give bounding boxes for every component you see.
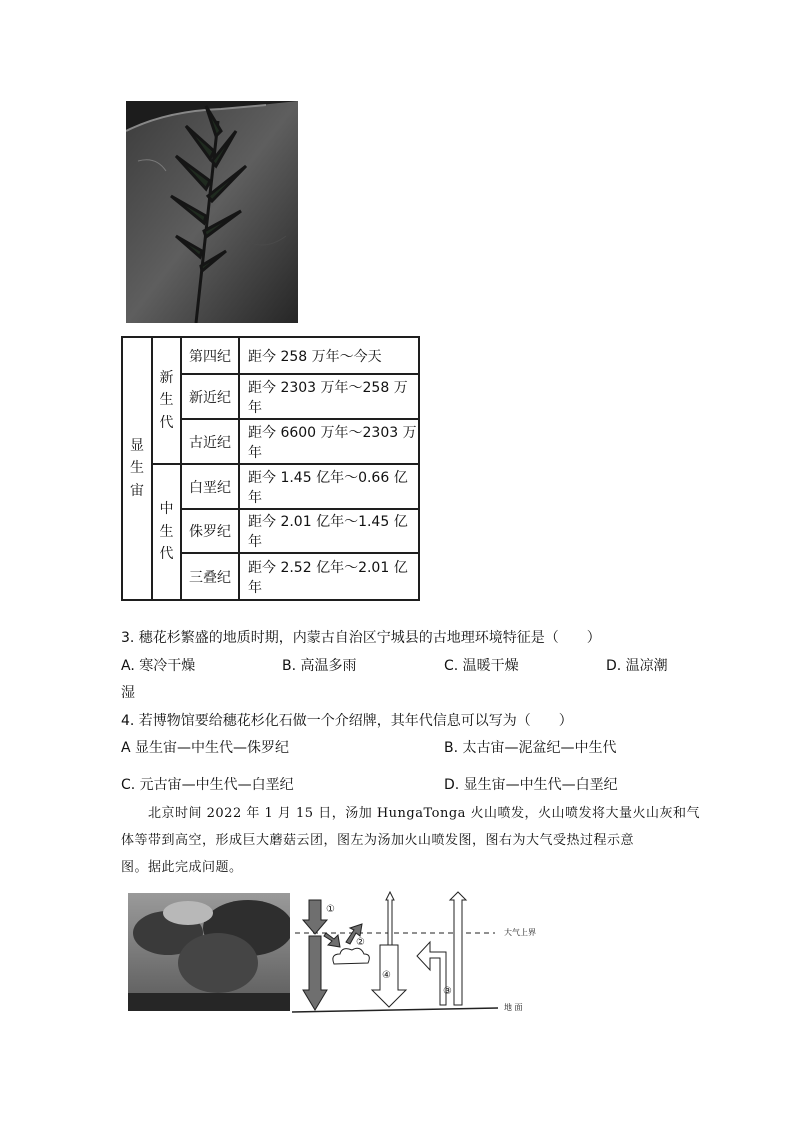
passage-line-2: 体等带到高空，形成巨大蘑菇云团，图左为汤加火山喷发图，图右为大气受热过程示意 (121, 833, 635, 848)
q4-option-a[interactable]: A 显生宙—中生代—侏罗纪 (121, 740, 290, 756)
volcano-eruption-photo (128, 893, 290, 1011)
period-cell: 古近纪 (181, 419, 239, 464)
period-cell: 白垩纪 (181, 464, 239, 509)
q4-option-d[interactable]: D. 显生宙—中生代—白垩纪 (444, 777, 618, 793)
q3-option-c[interactable]: C. 温暖干燥 (444, 658, 519, 674)
label-ground: 地 面 (504, 1003, 523, 1012)
period-cell: 新近纪 (181, 374, 239, 419)
range-cell: 距今 2.01 亿年～1.45 亿年 (239, 509, 419, 553)
marker-1: ① (326, 904, 335, 915)
ground-line (292, 1008, 498, 1012)
eon-char: 显 (130, 437, 144, 454)
q4-option-b[interactable]: B. 太古宙—泥盆纪—中生代 (444, 740, 617, 756)
era-char: 中 (159, 501, 174, 518)
era-char: 代 (159, 546, 174, 563)
period-cell: 第四纪 (181, 337, 239, 374)
passage-line-3: 图。据此完成问题。 (121, 860, 243, 875)
volcano-image (128, 893, 290, 1011)
q3-option-b[interactable]: B. 高温多雨 (282, 658, 357, 674)
range-cell: 距今 2303 万年～258 万年 (239, 374, 419, 419)
period-cell: 三叠纪 (181, 553, 239, 600)
fossil-photo (126, 101, 298, 323)
q3-option-d-wrap: 湿 (121, 685, 135, 701)
fossil-image (126, 101, 298, 323)
range-cell: 距今 1.45 亿年～0.66 亿年 (239, 464, 419, 509)
label-atmosphere-top: 大气上界 (504, 928, 536, 937)
era-char: 生 (159, 392, 174, 409)
era-char: 生 (159, 523, 174, 540)
eon-cell (122, 337, 152, 600)
era-cell-cenozoic (152, 337, 181, 464)
range-cell: 距今 6600 万年～2303 万年 (239, 419, 419, 464)
era-char: 代 (159, 414, 174, 431)
atmosphere-heating-diagram (290, 890, 550, 1025)
range-cell: 距今 2.52 亿年～2.01 亿年 (239, 553, 419, 600)
era-cell-mesozoic (152, 464, 181, 600)
era-char: 新 (159, 369, 174, 386)
eon-char: 生 (130, 460, 144, 477)
range-cell: 距今 258 万年～今天 (239, 337, 419, 374)
arrow-atmospheric-counter-radiation (372, 892, 406, 1007)
cloud-icon (333, 948, 369, 964)
table-row (122, 464, 419, 509)
q4-option-c[interactable]: C. 元古宙—中生代—白垩纪 (121, 777, 294, 793)
period-cell: 侏罗纪 (181, 509, 239, 553)
marker-2: ② (356, 937, 365, 948)
passage-line-1: 北京时间 2022 年 1 月 15 日，汤加 HungaTonga 火山喷发，火山喷发将大量火山灰和气 (148, 806, 701, 821)
table-row (122, 337, 419, 374)
question-3-stem: 3. 穗花杉繁盛的地质时期，内蒙古自治区宁城县的古地理环境特征是（ ） (121, 630, 601, 646)
q3-option-a[interactable]: A. 寒冷干燥 (121, 658, 196, 674)
marker-3: ③ (443, 986, 452, 997)
marker-4: ④ (382, 970, 391, 981)
arrow-ground-radiation (417, 892, 466, 1005)
question-4-stem: 4. 若博物馆要给穗花杉化石做一个介绍牌，其年代信息可以写为（ ） (121, 713, 573, 729)
heating-diagram-svg (290, 890, 550, 1025)
eon-char: 宙 (130, 482, 144, 499)
q3-option-d[interactable]: D. 温凉潮 (606, 658, 668, 674)
geologic-time-table (121, 336, 420, 601)
arrow-solar-radiation (303, 900, 327, 1010)
